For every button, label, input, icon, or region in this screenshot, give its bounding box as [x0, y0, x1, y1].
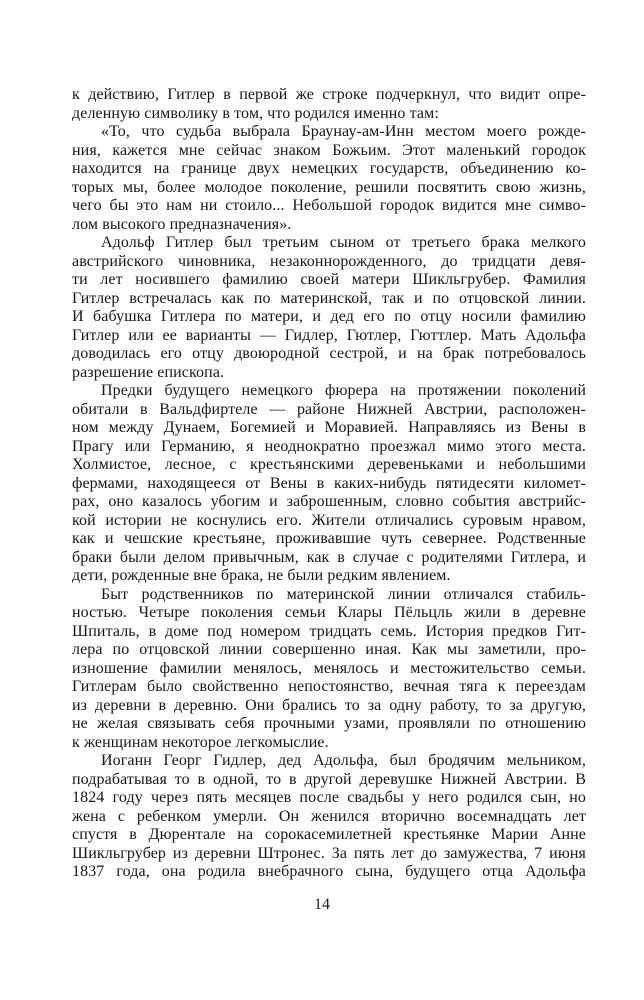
paragraph: [72, 123, 586, 234]
text-line: чего бы это нам ни стоило... Небольшой городок видится мне симво-: [72, 197, 586, 214]
text-line: Предки будущего немецкого фюрера на протяжении поколений: [101, 382, 586, 399]
paragraph: [72, 752, 586, 882]
text-line: фермами, находящееся от Вены в каких-нибудь пятидесяти километ-: [72, 474, 586, 492]
text-line: лом высокого предназначения».: [72, 215, 292, 233]
text-line: кой истории не коснулись его. Жители отличались суровым нравом,: [72, 511, 586, 529]
text-line: доводилась его отцу двоюродной сестрой, и на брак потребовалось: [72, 345, 586, 362]
text-line: Гитлер или ее варианты — Гидлер, Гютлер, Гюттлер. Мать Адольфа: [72, 326, 586, 344]
text-line: лера по отцовской линии совершенно иная. Как мы заметили, про-: [72, 641, 586, 658]
text-line: Шпиталь, в доме под номером тридцать семь. История предков Гит-: [72, 622, 586, 640]
text-line: Шикльгрубер из деревни Штронес. За пять лет до замужества, 7 июня: [72, 844, 586, 862]
text-line: торых мы, более молодое поколение, решили посвятить свою жизнь,: [72, 178, 586, 196]
text-line: 1824 году через пять месяцев после свадьбы у него родился сын, но: [72, 789, 586, 806]
text-line: Быт родственников по материнской линии отличался стабиль-: [101, 585, 586, 603]
paragraph: [72, 234, 586, 382]
text-line: Холмистое, лесное, с крестьянскими деревеньками и небольшими: [72, 456, 586, 473]
text-line: рах, оно казалось убогим и заброшенным, словно события австрийс-: [72, 493, 586, 510]
text-line: И бабушка Гитлера по матери, и дед его по отцу носили фамилию: [72, 308, 586, 325]
paragraph: [72, 586, 586, 753]
text-line: ностью. Четыре поколения семьи Клары Пёльцль жили в деревне: [72, 604, 586, 621]
text-line: Гитлер встречалась как по материнской, так и по отцовской линии.: [72, 289, 586, 307]
text-line: Прагу или Германию, я неоднократно проезжал мимо этого места.: [72, 437, 586, 455]
text-line: изношение фамилии менялось, менялось и местожительство семьи.: [72, 659, 586, 677]
text-line: находится на границе двух немецких государств, объединению ко-: [72, 160, 586, 177]
text-line: к женщинам некоторое легкомыслие.: [72, 733, 329, 751]
text-line: ния, кажется мне сейчас знаком Божьим. Этот маленький городок: [72, 141, 586, 159]
text-line: жена с ребенком умерли. Он женился вторично восемнадцать лет: [72, 807, 586, 825]
text-line: Иоганн Георг Гидлер, дед Адольфа, был бродячим мельником,: [101, 752, 586, 769]
text-line: спустя в Дюрентале на сорокасемилетней крестьянке Марии Анне: [72, 826, 586, 843]
text-line: Адольф Гитлер был третьим сыном от третьего брака мелкого: [101, 234, 586, 251]
text-line: ти лет носившего фамилию своей матери Шикльгрубер. Фамилия: [72, 271, 586, 288]
text-line: 1837 года, она родила внебрачного сына, будущего отца Адольфа: [72, 863, 586, 880]
text-line: как и чешские крестьяне, проживавшие чуть севернее. Родственные: [72, 530, 586, 547]
text-line: подрабатывая то в одной, то в другой деревушке Нижней Австрии. В: [72, 770, 586, 788]
paragraph: [72, 382, 586, 586]
text-line: к действию, Гитлер в первой же строке подчеркнул, что видит опре-: [72, 86, 586, 103]
text-line: «То, что судьба выбрала Браунау-ам-Инн местом моего рожде-: [101, 123, 586, 140]
text-line: ном между Дунаем, Богемией и Моравией. Направляясь из Вены в: [72, 419, 586, 436]
text-line: из деревни в деревню. Они брались то за одну работу, то за другую,: [72, 696, 586, 714]
text-line: австрийского чиновника, незаконнорожденного, до тридцати девя-: [72, 252, 586, 270]
text-line: обитали в Вальдфиртеле — районе Нижней Австрии, расположен-: [72, 400, 586, 418]
text-line: деленную символику в том, что родился именно там:: [72, 104, 439, 122]
text-line: Гитлерам было свойственно непостоянство, вечная тяга к переездам: [72, 678, 586, 695]
text-line: браки были делом привычным, как в случае с родителями Гитлера, и: [72, 548, 586, 566]
text-line: не желая связывать себя прочными узами, проявляли по отношению: [72, 715, 586, 732]
text-line: разрешение епископа.: [72, 363, 225, 381]
paragraph: [72, 86, 586, 123]
page-text: [72, 86, 586, 882]
page-number: 14: [314, 896, 330, 913]
text-line: дети, рожденные вне брака, не были редким явлением.: [72, 567, 451, 584]
